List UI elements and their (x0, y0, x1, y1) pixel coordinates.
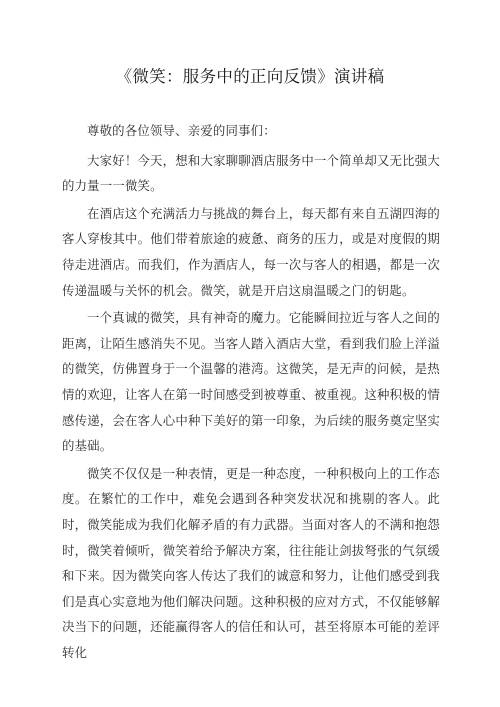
paragraph-4: 微笑不仅仅是一种表情，更是一种态度，一种积极向上的工作态度。在繁忙的工作中，难免会遇到各种突发状况和挑剔的客人。此时，微笑能成为我们化解矛盾的有力武器。当面对客人的不满和抱怨时，微笑着倾听，微笑着给予解决方案，往往能让剑拔弩张的气氛缓和下来。因为微笑向客人传达了我们的诚意和努力，让他们感受到我们是真心实意地为他们解决问题。这种积极的应对方式，不仅能够解决当下的问题，还能赢得客人的信任和认可，甚至将原本可能的差评转化 (62, 465, 440, 660)
paragraph-1: 大家好！今天，想和大家聊聊酒店服务中一个简单却又无比强大的力量一一微笑。 (62, 152, 440, 194)
greeting-line: 尊敬的各位领导、亲爱的同事们： (87, 123, 276, 138)
document-title: 《微笑：服务中的正向反馈》演讲稿 (115, 67, 385, 86)
document-body (62, 118, 440, 667)
paragraph-2: 在酒店这个充满活力与挑战的舞台上，每天都有来自五湖四海的客人穿梭其中。他们带着旅途的疲惫、商务的压力，或是对度假的期待走进酒店。而我们，作为酒店人，每一次与客人的相遇，都是一次传递温暖与关怀的机会。微笑，就是开启这扇温暖之门的钥匙。 (62, 205, 440, 298)
paragraph-3: 一个真诚的微笑，具有神奇的魔力。它能瞬间拉近与客人之间的距离，让陌生感消失不见。当客人踏入酒店大堂，看到我们脸上洋溢的微笑，仿佛置身于一个温馨的港湾。这微笑，是无声的问候，是热情的欢迎，让客人在第一时间感受到被尊重、被重视。这种积极的情感传递，会在客人心中种下美好的第一印象，为后续的服务奠定坚实的基础。 (62, 310, 440, 454)
